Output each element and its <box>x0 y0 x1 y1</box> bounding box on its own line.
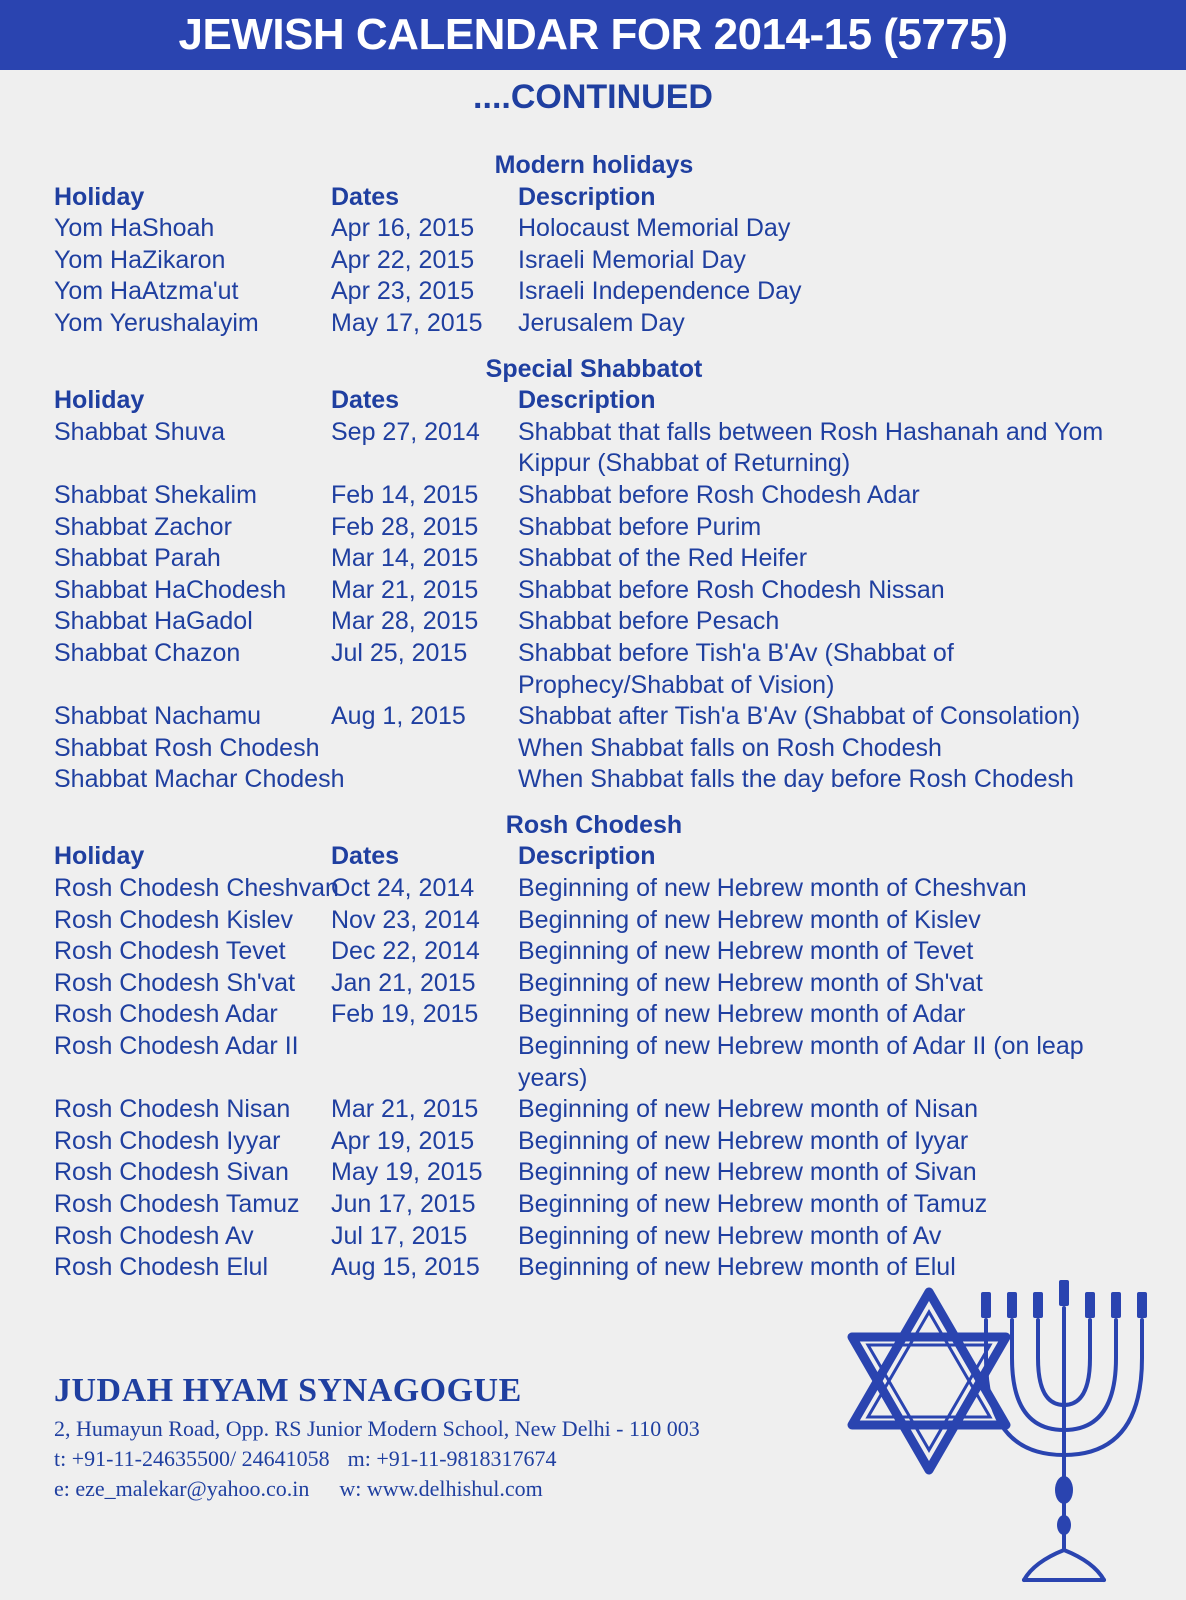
holiday-name: Yom HaAtzma'ut <box>54 277 239 306</box>
holiday-description: When Shabbat falls on Rosh Chodesh <box>518 733 942 762</box>
holiday-row <box>54 733 1154 765</box>
holiday-description: Beginning of new Hebrew month of Adar II (on leap years) <box>518 1032 1084 1092</box>
holiday-date <box>331 1031 518 1094</box>
holiday-date <box>331 733 518 765</box>
holiday-row <box>54 873 1154 905</box>
website-link[interactable]: w: www.delhishul.com <box>339 1476 543 1501</box>
holiday-date: Feb 19, 2015 <box>331 1000 479 1029</box>
section-title: Rosh Chodesh <box>505 810 683 839</box>
column-header-dates: Dates <box>331 386 400 415</box>
holiday-name: Shabbat HaChodesh <box>54 575 287 604</box>
holiday-date <box>331 764 518 796</box>
star-of-david-menorah-icon <box>834 1280 1160 1590</box>
holiday-description: Beginning of new Hebrew month of Av <box>518 1221 942 1250</box>
column-header-description: Description <box>518 842 656 871</box>
holiday-name: Rosh Chodesh Tevet <box>54 937 286 966</box>
holiday-row <box>54 417 1154 480</box>
holiday-row <box>54 1126 1154 1158</box>
holiday-date: Jun 17, 2015 <box>331 1190 476 1218</box>
holiday-date: Jan 21, 2015 <box>331 968 476 997</box>
holiday-name: Rosh Chodesh Iyyar <box>54 1126 281 1155</box>
contact-phones <box>54 1444 700 1474</box>
holiday-description: Beginning of new Hebrew month of Elul <box>518 1253 956 1282</box>
holiday-description: Israeli Independence Day <box>518 277 802 306</box>
holiday-date: May 19, 2015 <box>331 1158 483 1187</box>
phone: t: +91-11-24635500/ 24641058 <box>54 1446 330 1471</box>
holiday-name: Shabbat Shuva <box>54 417 225 446</box>
column-header-dates: Dates <box>331 182 400 211</box>
holiday-date: Mar 21, 2015 <box>331 575 479 604</box>
holiday-date: Dec 22, 2014 <box>331 937 480 966</box>
holiday-date: Jul 17, 2015 <box>331 1221 468 1250</box>
holiday-row <box>54 936 1154 968</box>
holiday-row <box>54 1189 1154 1221</box>
holiday-row <box>54 764 1154 796</box>
page-title: JEWISH CALENDAR FOR 2014-15 (5775) <box>178 10 1008 59</box>
holiday-row <box>54 512 1154 544</box>
holiday-name: Rosh Chodesh Kislev <box>54 905 294 934</box>
column-header-row <box>54 182 1154 214</box>
holiday-date: Feb 28, 2015 <box>331 512 479 541</box>
holiday-description: Beginning of new Hebrew month of Kislev <box>518 905 981 934</box>
holiday-date: Mar 28, 2015 <box>331 607 479 636</box>
holiday-name: Yom HaShoah <box>54 214 215 243</box>
section-title: Modern holidays <box>494 151 694 179</box>
holiday-description: Shabbat after Tish'a B'Av (Shabbat of Consolation) <box>518 702 1081 731</box>
holiday-section <box>54 354 1154 796</box>
holiday-row <box>54 480 1154 512</box>
holiday-name: Shabbat Nachamu <box>54 702 262 731</box>
holiday-date: May 17, 2015 <box>331 308 483 337</box>
holiday-name: Yom HaZikaron <box>54 245 226 274</box>
contact-online <box>54 1474 700 1504</box>
email-link[interactable]: e: eze_malekar@yahoo.co.in <box>54 1476 310 1501</box>
holiday-description: Jerusalem Day <box>518 308 685 337</box>
holiday-name: Rosh Chodesh Sh'vat <box>54 968 296 997</box>
holiday-name: Rosh Chodesh Cheshvan <box>54 874 339 903</box>
holiday-row <box>54 543 1154 575</box>
holiday-row <box>54 1094 1154 1126</box>
holiday-date: Apr 16, 2015 <box>331 214 475 243</box>
holiday-row <box>54 968 1154 1000</box>
holiday-description: Beginning of new Hebrew month of Sivan <box>518 1158 977 1187</box>
holiday-name: Shabbat Rosh Chodesh <box>54 733 320 762</box>
holiday-description: Beginning of new Hebrew month of Tamuz <box>518 1190 988 1218</box>
holiday-section <box>54 150 1154 340</box>
holiday-row <box>54 276 1154 308</box>
holiday-description: Beginning of new Hebrew month of Adar <box>518 1000 966 1029</box>
holiday-name: Shabbat HaGadol <box>54 607 253 636</box>
holiday-row <box>54 575 1154 607</box>
synagogue-footer <box>54 1372 700 1504</box>
holiday-description: Beginning of new Hebrew month of Cheshvan <box>518 874 1027 903</box>
holiday-date: Mar 21, 2015 <box>331 1095 479 1124</box>
holiday-section <box>54 810 1154 1284</box>
column-header-row <box>54 841 1154 873</box>
holiday-row <box>54 1031 1154 1094</box>
holiday-name: Rosh Chodesh Av <box>54 1221 254 1250</box>
holiday-date: Nov 23, 2014 <box>331 905 480 934</box>
holiday-row <box>54 213 1154 245</box>
holiday-date: Sep 27, 2014 <box>331 417 480 446</box>
holiday-name: Shabbat Parah <box>54 544 221 573</box>
holiday-name: Rosh Chodesh Elul <box>54 1253 269 1282</box>
holiday-date: Aug 15, 2015 <box>331 1253 480 1282</box>
holiday-row <box>54 606 1154 638</box>
holiday-description: Shabbat before Purim <box>518 512 762 541</box>
holiday-row <box>54 245 1154 277</box>
holiday-date: Mar 14, 2015 <box>331 544 479 573</box>
section-title: Special Shabbatot <box>485 354 703 383</box>
holiday-name: Rosh Chodesh Sivan <box>54 1158 289 1187</box>
calendar-content <box>54 150 1154 1298</box>
holiday-description: Shabbat before Tish'a B'Av (Shabbat of Prophecy/Shabbat of Vision) <box>518 638 954 699</box>
holiday-description: When Shabbat falls the day before Rosh Chodesh <box>518 765 1074 794</box>
holiday-description: Shabbat of the Red Heifer <box>518 544 808 573</box>
holiday-date: Apr 22, 2015 <box>331 245 475 274</box>
holiday-row <box>54 308 1154 340</box>
holiday-name: Rosh Chodesh Adar <box>54 1000 278 1029</box>
holiday-description: Israeli Memorial Day <box>518 245 746 274</box>
holiday-date: Apr 23, 2015 <box>331 277 475 306</box>
holiday-description: Shabbat before Pesach <box>518 607 780 636</box>
holiday-name: Shabbat Shekalim <box>54 480 257 509</box>
column-header-dates: Dates <box>331 842 400 871</box>
holiday-date: Feb 14, 2015 <box>331 480 479 509</box>
holiday-description: Holocaust Memorial Day <box>518 214 791 243</box>
column-header-holiday: Holiday <box>54 182 145 211</box>
holiday-description: Shabbat before Rosh Chodesh Adar <box>518 480 920 509</box>
synagogue-name: JUDAH HYAM SYNAGOGUE <box>54 1372 522 1409</box>
holiday-row <box>54 638 1154 701</box>
holiday-description: Shabbat before Rosh Chodesh Nissan <box>518 575 945 604</box>
holiday-row <box>54 1157 1154 1189</box>
holiday-description: Beginning of new Hebrew month of Sh'vat <box>518 968 983 997</box>
title-banner <box>0 0 1186 70</box>
continued-subtitle: ....CONTINUED <box>473 78 713 116</box>
holiday-name: Rosh Chodesh Tamuz <box>54 1190 300 1218</box>
holiday-name: Rosh Chodesh Adar II <box>54 1032 299 1061</box>
address: 2, Humayun Road, Opp. RS Junior Modern School, New Delhi - 110 003 <box>54 1416 700 1441</box>
holiday-date: Apr 19, 2015 <box>331 1126 475 1155</box>
column-header-description: Description <box>518 386 656 415</box>
holiday-description: Beginning of new Hebrew month of Tevet <box>518 937 974 966</box>
holiday-date: Aug 1, 2015 <box>331 702 466 731</box>
holiday-name: Rosh Chodesh Nisan <box>54 1095 291 1124</box>
holiday-row <box>54 999 1154 1031</box>
holiday-name: Yom Yerushalayim <box>54 308 259 337</box>
holiday-description: Shabbat that falls between Rosh Hashanah and Yom Kippur (Shabbat of Returning) <box>518 417 1104 478</box>
holiday-row <box>54 905 1154 937</box>
holiday-date: Jul 25, 2015 <box>331 638 468 667</box>
column-header-holiday: Holiday <box>54 842 145 871</box>
holiday-name: Shabbat Machar Chodesh <box>54 765 345 794</box>
holiday-name: Shabbat Zachor <box>54 512 232 541</box>
holiday-name: Shabbat Chazon <box>54 638 241 667</box>
mobile: m: +91-11-9818317674 <box>347 1446 557 1471</box>
holiday-description: Beginning of new Hebrew month of Iyyar <box>518 1126 969 1155</box>
holiday-row <box>54 701 1154 733</box>
holiday-date: Oct 24, 2014 <box>331 874 475 903</box>
holiday-description: Beginning of new Hebrew month of Nisan <box>518 1095 978 1124</box>
column-header-row <box>54 385 1154 417</box>
column-header-holiday: Holiday <box>54 386 145 415</box>
column-header-description: Description <box>518 182 656 211</box>
holiday-row <box>54 1221 1154 1253</box>
